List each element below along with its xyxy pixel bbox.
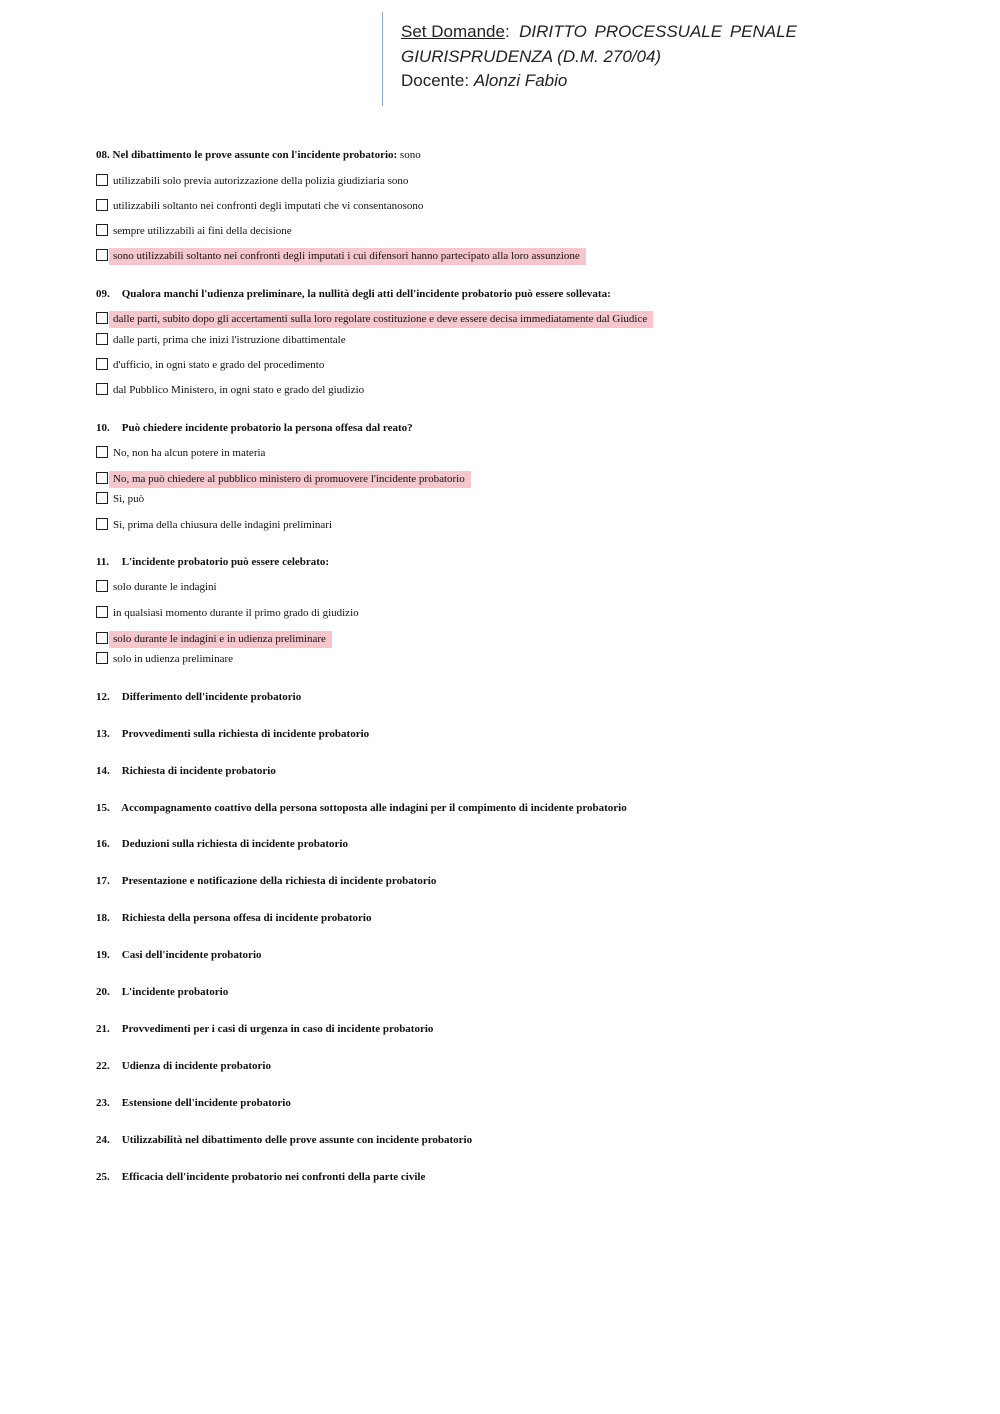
- open-question-22: [96, 1060, 271, 1072]
- question-text: Differimento dell'incidente probatorio: [121, 691, 302, 703]
- answer-checkbox[interactable]: [96, 249, 108, 261]
- question-text: Casi dell'incidente probatorio: [121, 949, 262, 961]
- open-question-14: [96, 765, 276, 777]
- open-question-18: [96, 912, 371, 924]
- question-number: 15.: [96, 802, 110, 814]
- answer-text: utilizzabili solo previa autorizzazione della polizia giudiziaria sono: [113, 175, 409, 187]
- question-text: Richiesta della persona offesa di incidente probatorio: [121, 912, 372, 924]
- question-text: Provvedimenti sulla richiesta di incidente probatorio: [121, 728, 370, 740]
- answer-checkbox[interactable]: [96, 383, 108, 395]
- open-question-24: [96, 1134, 472, 1146]
- question-text: Richiesta di incidente probatorio: [121, 765, 276, 777]
- answer-text: in qualsiasi momento durante il primo grado di giudizio: [113, 607, 359, 619]
- answer-checkbox[interactable]: [96, 174, 108, 186]
- question-text: Utilizzabilità nel dibattimento delle prove assunte con incidente probatorio: [121, 1134, 473, 1146]
- question-text: Efficacia dell'incidente probatorio nei confronti della parte civile: [121, 1171, 426, 1183]
- question-text: Estensione dell'incidente probatorio: [121, 1097, 291, 1109]
- answer-text: utilizzabili soltanto nei confronti degli imputati che vi consentanosono: [113, 200, 424, 212]
- question-number: 19.: [96, 949, 110, 961]
- answer-text: dal Pubblico Ministero, in ogni stato e grado del giudizio: [113, 384, 365, 396]
- answer-checkbox[interactable]: [96, 199, 108, 211]
- answer-checkbox[interactable]: [96, 492, 108, 504]
- course-title-line2: GIURISPRUDENZA (D.M. 270/04): [401, 46, 662, 66]
- open-question-16: [96, 838, 348, 850]
- open-question-21: [96, 1023, 433, 1035]
- question-number: 24.: [96, 1134, 110, 1146]
- answer-checkbox[interactable]: [96, 446, 108, 458]
- question-number: 11.: [96, 556, 110, 568]
- question-tail: sono: [397, 149, 421, 161]
- question-number: 13.: [96, 728, 110, 740]
- answer-checkbox[interactable]: [96, 333, 108, 345]
- question-number: 21.: [96, 1023, 110, 1035]
- answer-checkbox[interactable]: [96, 652, 108, 664]
- open-question-12: [96, 691, 301, 703]
- question-text: L'incidente probatorio può essere celebrato:: [121, 556, 330, 568]
- open-question-17: [96, 875, 436, 887]
- course-title-line1: DIRITTO PROCESSUALE PENALE: [519, 22, 797, 41]
- question-number: 22.: [96, 1060, 110, 1072]
- question-10: [96, 422, 413, 434]
- answer-checkbox[interactable]: [96, 518, 108, 530]
- question-08: [96, 149, 421, 161]
- question-text: Può chiedere incidente probatorio la persona offesa dal reato?: [121, 422, 413, 434]
- question-text: Qualora manchi l'udienza preliminare, la nullità degli atti dell'incidente probatorio può essere sollevata:: [121, 288, 611, 300]
- answer-checkbox[interactable]: [96, 632, 108, 644]
- question-09: [96, 288, 611, 300]
- question-number: 25.: [96, 1171, 110, 1183]
- teacher-name: Alonzi Fabio: [473, 71, 568, 90]
- question-text: L'incidente probatorio: [121, 986, 229, 998]
- question-text: Deduzioni sulla richiesta di incidente probatorio: [121, 838, 348, 850]
- question-number: 23.: [96, 1097, 110, 1109]
- answer-text: solo durante le indagini: [113, 581, 217, 593]
- question-number: 17.: [96, 875, 110, 887]
- open-question-13: [96, 728, 369, 740]
- question-text: Presentazione e notificazione della richiesta di incidente probatorio: [121, 875, 437, 887]
- header-course-line: [401, 20, 961, 45]
- question-text: Nel dibattimento le prove assunte con l'incidente probatorio:: [112, 149, 398, 161]
- answer-text: Sì, può: [113, 493, 145, 505]
- question-number: 12.: [96, 691, 110, 703]
- answer-checkbox[interactable]: [96, 224, 108, 236]
- answer-checkbox[interactable]: [96, 358, 108, 370]
- question-text: Accompagnamento coattivo della persona sottoposta alle indagini per il compimento di incidente probatorio: [121, 802, 627, 814]
- question-11: [96, 556, 329, 568]
- answer-text: sempre utilizzabili ai fini della decisione: [113, 225, 292, 237]
- question-number: 08.: [96, 149, 110, 161]
- question-number: 20.: [96, 986, 110, 998]
- question-text: Provvedimenti per i casi di urgenza in caso di incidente probatorio: [121, 1023, 434, 1035]
- answer-text: solo durante le indagini e in udienza preliminare: [109, 631, 332, 648]
- answer-checkbox[interactable]: [96, 472, 108, 484]
- answer-text: No, non ha alcun potere in materia: [113, 447, 266, 459]
- answer-text: d'ufficio, in ogni stato e grado del procedimento: [113, 359, 325, 371]
- answer-checkbox[interactable]: [96, 580, 108, 592]
- header-teacher-line: [401, 69, 961, 94]
- answer-text: sono utilizzabili soltanto nei confronti degli imputati i cui difensori hanno partecipato alla loro assunzione: [109, 248, 586, 265]
- question-number: 09.: [96, 288, 110, 300]
- set-colon: :: [504, 22, 510, 41]
- answer-text: dalle parti, prima che inizi l'istruzione dibattimentale: [113, 334, 346, 346]
- document-header: [382, 12, 961, 106]
- question-number: 16.: [96, 838, 110, 850]
- answer-text: No, ma può chiedere al pubblico ministero di promuovere l'incidente probatorio: [109, 471, 471, 488]
- answer-text: Sì, prima della chiusura delle indagini preliminari: [113, 519, 333, 531]
- question-number: 14.: [96, 765, 110, 777]
- question-number: 18.: [96, 912, 110, 924]
- teacher-label: Docente:: [401, 71, 470, 90]
- answer-text: solo in udienza preliminare: [113, 653, 234, 665]
- open-question-19: [96, 949, 262, 961]
- answer-checkbox[interactable]: [96, 606, 108, 618]
- open-question-23: [96, 1097, 291, 1109]
- open-question-15: [96, 802, 627, 814]
- answer-checkbox[interactable]: [96, 312, 108, 324]
- answer-text: dalle parti, subito dopo gli accertamenti sulla loro regolare costituzione e deve essere decisa immediatamente dal Giudice: [109, 311, 653, 328]
- question-number: 10.: [96, 422, 110, 434]
- open-question-25: [96, 1171, 425, 1183]
- question-text: Udienza di incidente probatorio: [121, 1060, 271, 1072]
- open-question-20: [96, 986, 228, 998]
- set-label: Set Domande: [401, 22, 505, 41]
